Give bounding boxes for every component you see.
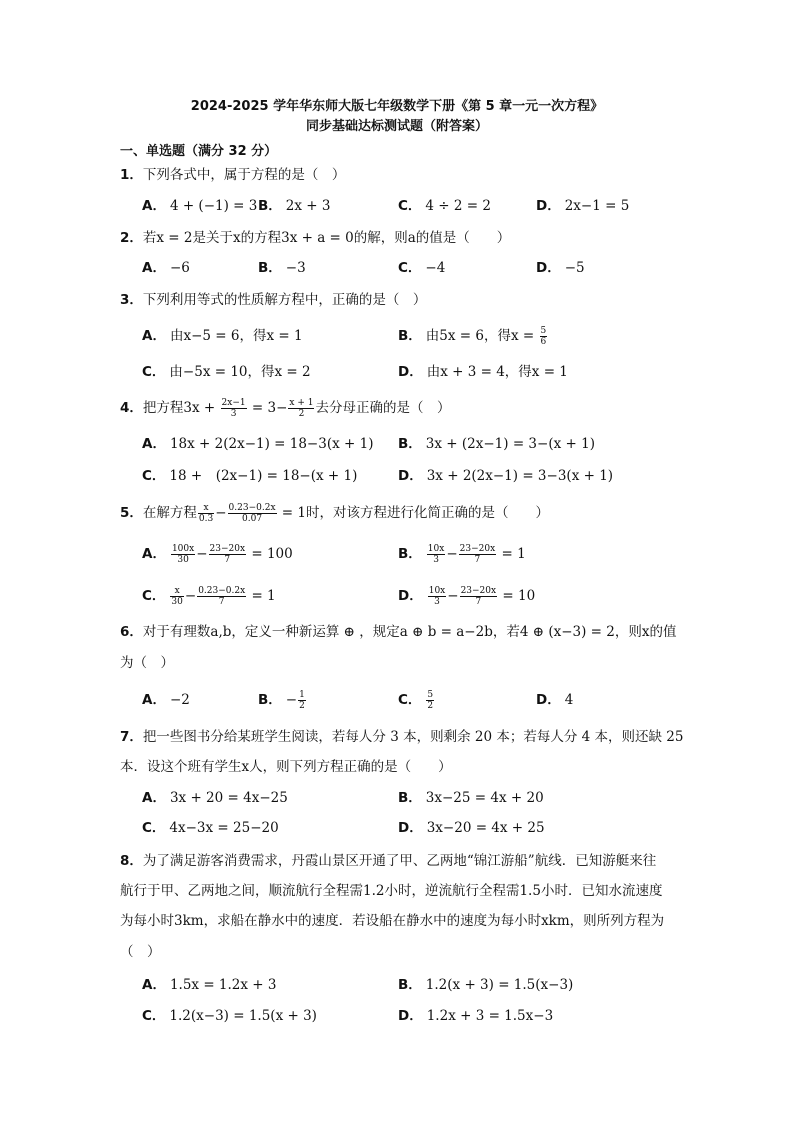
option-c[interactable] bbox=[398, 258, 445, 278]
option-text: − bbox=[285, 692, 298, 708]
option-label: C． bbox=[142, 820, 166, 836]
option-label: B． bbox=[398, 790, 422, 806]
option-label: D． bbox=[398, 820, 423, 836]
option-label: C． bbox=[398, 198, 422, 214]
fraction: $\frac{5}{6}$ bbox=[540, 326, 547, 347]
option-label: A． bbox=[142, 977, 166, 993]
question-text: 去分母正确的是（ ） bbox=[315, 400, 451, 416]
question-number: 2． bbox=[120, 230, 143, 246]
question-number: 4． bbox=[120, 400, 143, 416]
fraction: $\frac{x}{0.3}$ bbox=[198, 503, 214, 524]
question-text: = 3− bbox=[247, 400, 288, 416]
option-text: 由5x = 6，得x = bbox=[425, 328, 539, 344]
option-b[interactable] bbox=[398, 434, 595, 454]
fraction: $\frac{10x}{3}$ bbox=[427, 544, 445, 565]
fraction: $\frac{x + 1}{2}$ bbox=[289, 398, 314, 419]
fraction: $\frac{2x-1}{3}$ bbox=[221, 398, 246, 419]
option-d[interactable]: D． $\frac{10x}{3}$ − $\frac{23-20x}{7}$ = 10 bbox=[398, 586, 536, 607]
option-label: D． bbox=[536, 198, 561, 214]
option-c[interactable] bbox=[142, 1006, 317, 1026]
fraction: $\frac{23-20x}{7}$ bbox=[209, 544, 246, 565]
option-label: A． bbox=[142, 692, 166, 708]
question-6 bbox=[120, 622, 676, 642]
question-text-continued: 本．设这个班有学生x人，则下列方程正确的是（ ） bbox=[120, 759, 452, 775]
option-a[interactable] bbox=[142, 690, 190, 710]
fraction: $\frac{x}{30}$ bbox=[171, 586, 183, 607]
option-a[interactable] bbox=[142, 326, 303, 346]
option-text: 4 + (−1) = 3 bbox=[169, 198, 258, 214]
option-text: 1.2x + 3 = 1.5x−3 bbox=[426, 1008, 554, 1024]
fraction: $\frac{23-20x}{7}$ bbox=[460, 586, 497, 607]
question-2 bbox=[120, 228, 510, 248]
option-label: B． bbox=[258, 198, 282, 214]
option-text: 由−5x = 10，得x = 2 bbox=[169, 364, 311, 380]
option-text: −4 bbox=[425, 260, 446, 276]
question-text: = 1时，对该方程进行化简正确的是（ ） bbox=[277, 505, 549, 521]
option-text: 4 bbox=[564, 692, 574, 708]
option-label: D． bbox=[536, 692, 561, 708]
option-a[interactable] bbox=[142, 196, 257, 216]
option-text: 18 + (2x−1) = 18−(x + 1) bbox=[169, 468, 358, 484]
question-8 bbox=[120, 851, 656, 871]
option-label: A． bbox=[142, 436, 166, 452]
fraction: $\frac{23-20x}{7}$ bbox=[459, 544, 496, 565]
question-number: 3． bbox=[120, 292, 143, 308]
question-number: 8． bbox=[120, 853, 143, 869]
option-label: C． bbox=[398, 260, 422, 276]
option-a[interactable] bbox=[142, 788, 288, 808]
option-label: B． bbox=[398, 328, 422, 344]
option-label: B． bbox=[398, 546, 422, 562]
option-text: 18x + 2(2x−1) = 18−3(x + 1) bbox=[169, 436, 374, 452]
option-d[interactable] bbox=[536, 258, 585, 278]
option-c[interactable]: C． $\frac{x}{30}$ − $\frac{0.23-0.2x}{7}$ = 1 bbox=[142, 586, 276, 607]
option-d[interactable] bbox=[536, 196, 629, 216]
question-text: 若x = 2是关于x的方程3x + a = 0的解，则a的值是（ ） bbox=[142, 230, 511, 246]
option-text: 4 ÷ 2 = 2 bbox=[425, 198, 491, 214]
option-d[interactable] bbox=[398, 466, 613, 486]
option-a[interactable] bbox=[142, 434, 373, 454]
document-subtitle: 同步基础达标测试题（附答案） bbox=[305, 119, 488, 134]
fraction: $\frac{100x}{30}$ bbox=[171, 544, 195, 565]
option-text: 3x−20 = 4x + 25 bbox=[426, 820, 545, 836]
option-text: 3x + (2x−1) = 3−(x + 1) bbox=[425, 436, 595, 452]
question-number: 7． bbox=[120, 729, 143, 745]
option-text: 1.5x = 1.2x + 3 bbox=[169, 977, 277, 993]
question-text: 把一些图书分给某班学生阅读，若每人分 3 本，则剩余 20 本；若每人分 4 本，则还缺 25 bbox=[142, 729, 684, 745]
option-label: A． bbox=[142, 260, 166, 276]
option-label: C． bbox=[142, 588, 166, 604]
question-number: 1． bbox=[120, 167, 143, 183]
option-label: D． bbox=[398, 364, 423, 380]
document-title: 2024-2025 学年华东师大版七年级数学下册《第 5 章一元一次方程》 bbox=[190, 99, 604, 114]
option-d[interactable] bbox=[536, 690, 573, 710]
option-c[interactable] bbox=[398, 196, 491, 216]
option-label: D． bbox=[398, 1008, 423, 1024]
option-label: D． bbox=[398, 468, 423, 484]
option-label: C． bbox=[142, 364, 166, 380]
option-text: 2x−1 = 5 bbox=[564, 198, 630, 214]
option-label: A． bbox=[142, 790, 166, 806]
question-text: 下列各式中，属于方程的是（ ） bbox=[142, 167, 346, 183]
question-text-continued: （ ） bbox=[120, 944, 161, 960]
fraction: $\frac{10x}{3}$ bbox=[428, 586, 446, 607]
option-b[interactable]: B． $\frac{10x}{3}$ − $\frac{23-20x}{7}$ = 1 bbox=[398, 544, 526, 565]
question-text-continued: 航行于甲、乙两地之间，顺流航行全程需1.2小时，逆流航行全程需1.5小时．已知水流速度 bbox=[120, 883, 663, 899]
option-label: C． bbox=[142, 468, 166, 484]
option-text: 1.2(x−3) = 1.5(x + 3) bbox=[169, 1008, 317, 1024]
fraction: $\frac{0.23-0.2x}{7}$ bbox=[198, 586, 246, 607]
fraction: $\frac{1}{2}$ bbox=[299, 690, 305, 711]
option-label: D． bbox=[536, 260, 561, 276]
question-text: 对于有理数a,b，定义一种新运算 ⊕ ，规定a ⊕ b = a−2b，若4 ⊕ (x−3) = 2，则x的值 bbox=[142, 624, 677, 640]
option-c[interactable] bbox=[142, 818, 279, 838]
option-a[interactable]: A． $\frac{100x}{30}$ − $\frac{23-20x}{7}$ = 100 bbox=[142, 544, 293, 565]
option-text: 由x−5 = 6，得x = 1 bbox=[169, 328, 303, 344]
option-d[interactable] bbox=[398, 362, 568, 382]
option-b[interactable] bbox=[398, 788, 544, 808]
option-text: −3 bbox=[285, 260, 306, 276]
option-c[interactable] bbox=[398, 690, 435, 711]
question-text: 把方程3x + bbox=[142, 400, 220, 416]
option-label: A． bbox=[142, 198, 166, 214]
option-c[interactable] bbox=[142, 466, 357, 486]
option-d[interactable] bbox=[398, 1006, 553, 1026]
fraction: $\frac{0.23-0.2x}{0.07}$ bbox=[228, 503, 276, 524]
option-text: 4x−3x = 25−20 bbox=[169, 820, 279, 836]
option-text: 1.2(x + 3) = 1.5(x−3) bbox=[425, 977, 574, 993]
option-label: B． bbox=[258, 260, 282, 276]
question-3 bbox=[120, 290, 426, 310]
option-text: 由x + 3 = 4，得x = 1 bbox=[426, 364, 568, 380]
option-d[interactable] bbox=[398, 818, 545, 838]
option-text: 3x + 20 = 4x−25 bbox=[169, 790, 288, 806]
option-a[interactable] bbox=[142, 258, 190, 278]
option-text: 2x + 3 bbox=[285, 198, 331, 214]
option-b[interactable] bbox=[398, 326, 548, 347]
option-label: B． bbox=[258, 692, 282, 708]
option-label: B． bbox=[398, 977, 422, 993]
option-a[interactable] bbox=[142, 975, 277, 995]
question-text: 在解方程 bbox=[142, 505, 197, 521]
option-text: −5 bbox=[564, 260, 585, 276]
question-number: 6． bbox=[120, 624, 143, 640]
fraction: $\frac{5}{2}$ bbox=[427, 690, 434, 711]
option-text: 3x−25 = 4x + 20 bbox=[425, 790, 544, 806]
option-text: −6 bbox=[169, 260, 190, 276]
option-b[interactable] bbox=[398, 975, 573, 995]
option-text: 3x + 2(2x−1) = 3−3(x + 1) bbox=[426, 468, 614, 484]
option-label: A． bbox=[142, 546, 166, 562]
option-label: B． bbox=[398, 436, 422, 452]
question-text-continued: 为（ ） bbox=[120, 655, 174, 671]
option-text: −2 bbox=[169, 692, 190, 708]
question-4 bbox=[120, 398, 450, 419]
option-b[interactable] bbox=[258, 690, 307, 711]
option-label: C． bbox=[398, 692, 422, 708]
question-text: 下列利用等式的性质解方程中，正确的是（ ） bbox=[142, 292, 427, 308]
section-heading: 一、单选题（满分 32 分） bbox=[120, 144, 278, 159]
option-label: A． bbox=[142, 328, 166, 344]
option-b[interactable] bbox=[258, 258, 306, 278]
question-text-continued: 为每小时3km，求船在静水中的速度．若设船在静水中的速度为每小时xkm，则所列方程为 bbox=[120, 913, 665, 929]
option-b[interactable] bbox=[258, 196, 330, 216]
question-number: 5． bbox=[120, 505, 143, 521]
question-7 bbox=[120, 727, 683, 747]
question-text: 为了满足游客消费需求，丹霞山景区开通了甲、乙两地“锦江游船”航线．已知游艇来往 bbox=[142, 853, 657, 869]
option-label: C． bbox=[142, 1008, 166, 1024]
question-1 bbox=[120, 165, 345, 185]
question-text: − bbox=[215, 505, 227, 521]
option-c[interactable] bbox=[142, 362, 311, 382]
option-label: D． bbox=[398, 588, 423, 604]
question-5 bbox=[120, 503, 549, 524]
